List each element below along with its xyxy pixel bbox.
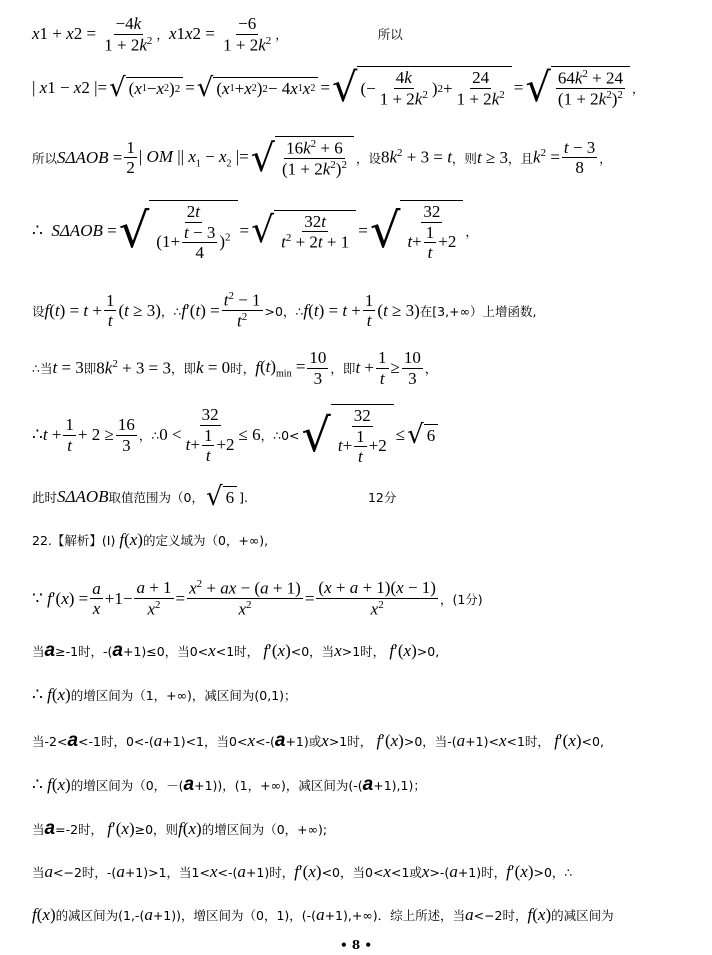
formula-line-13: 当-2< a <-1时，0<-( a +1)<1，当0< x <-( a +1)或 x >1时， f′(x) >0，当-( a +1)< x <1时， f′(x) <0, [32, 730, 604, 751]
score-label: 12分 [367, 490, 397, 505]
formula-line-8: 此时 S ΔAOB 取值范围为（0， √ 6 ]. 12分 [32, 482, 397, 512]
formula-line-15: 当 a =-2时， f′(x) ≥0，则 f(x) 的增区间为（0，+∞); [32, 818, 328, 839]
formula-line-1: x 1 + x 2 = $\frac{-4k}{1 + 2k^2}$ ， x 1 x 2 = $\frac{-6}{1 + 2k^2}$ ， 所以 [32, 14, 403, 55]
formula-line-10: ∵ f′(x) = $\frac{a}{x}$ +1− $\frac{a + 1}{x^2}$ = $\frac{x^2 + ax - (a + 1)}{x^2}$ = $\frac{(x + a + 1)(x - 1)}{x^2}$ ，(1分) [32, 578, 483, 619]
formula-line-7: ∴t + $\frac{1}{t}$ + 2 ≥ $\frac{16}{3}$ ，∴ 0 < 32 t+ $\frac{1}{t}$ +2 ≤ 6 ，∴0< √ 32 t+ $\frac{1}{t}$ +2 ≤ √ 6 [32, 404, 440, 467]
formula-line-16: 当 a <−2时，-( a +1)>1，当1< x <-( a +1)时， f′(x) <0，当0< x <1或 x >-( a +1)时， f′(x) >0，∴ [32, 862, 573, 881]
solution-22-heading: 22.【解析】(Ⅰ) f (x) 的定义域为（0，+∞), [32, 530, 269, 549]
page-number: • 8 • [339, 938, 373, 952]
formula-line-11: 当 a ≥-1时，-( a +1)≤0，当0< x <1时， f′(x) <0，当 x >1时， f′(x) >0, [32, 640, 440, 661]
formula-line-12: ∴ f(x) 的增区间为（1，+∞)，减区间为(0,1)； [32, 685, 297, 704]
formula-line-6: ∴当 t = 3 即 $8k^2 + 3 = 3$ ，即 k = 0 时， f $(t)_{min}$ = $\frac{10}{3}$ ，即 t + $\frac{1}{t}$ ≥ $\frac{10}{3}$ ， [32, 348, 438, 388]
formula-line-17: f(x) 的减区间为(1,-( a +1))，增区间为（0，1)，(-( a +1),+∞)．综上所述，当 a <−2时， f(x) 的减区间为 [32, 905, 614, 924]
formula-line-14: ∴ f(x) 的增区间为（0，－( a +1))，(1，+∞)，减区间为(-( a +1),1)； [32, 774, 426, 795]
formula-line-3: 所以 S ΔAOB = $\frac{1}{2}$ | OM || $x_1 - x_2$ |= √ $\frac{16k^2 + 6}{(1 + 2k^2)^2}$ ，设 $8k^2 + 3 = t$ ，则 t ≥ 3 ，且 $k^2$ = $\frac{t - 3}{8}$ ， [32, 135, 612, 180]
formula-line-5: 设 f (t) = t + $\frac{1}{t}$ (t ≥ 3) ，∴ f ′(t) = $\frac{t^2 - 1}{t^2}$ >0，∴ f (t) = t + $\frac{1}{t}$ (t ≥ 3) 在[3,+∞）上增函数, [32, 290, 537, 331]
formula-line-4: ∴ S ΔAOB = √ 2t (1+ $\frac{t - 3}{4}$ )$^2$ = √ $\frac{32t}{t^2 + 2t + 1}$ = √ 32 t+ $\frac{1}{t}$ +2 ， [32, 202, 478, 263]
text-so: 所以 [377, 27, 403, 43]
formula-line-2: | x 1 − x 2 |= √ ( x 1 − x 2 ) 2 = √ ( x 1 + x 2 ) 2 − 4 x 1 x 2 = √ (− $\frac{4k}{1 + 2k^2}$ ) 2 + $\frac{24}{1 + 2k^2}$ = √ $\frac{64k^2 + 24}{(1 + 2k^2)^2}$ ， [32, 64, 645, 111]
